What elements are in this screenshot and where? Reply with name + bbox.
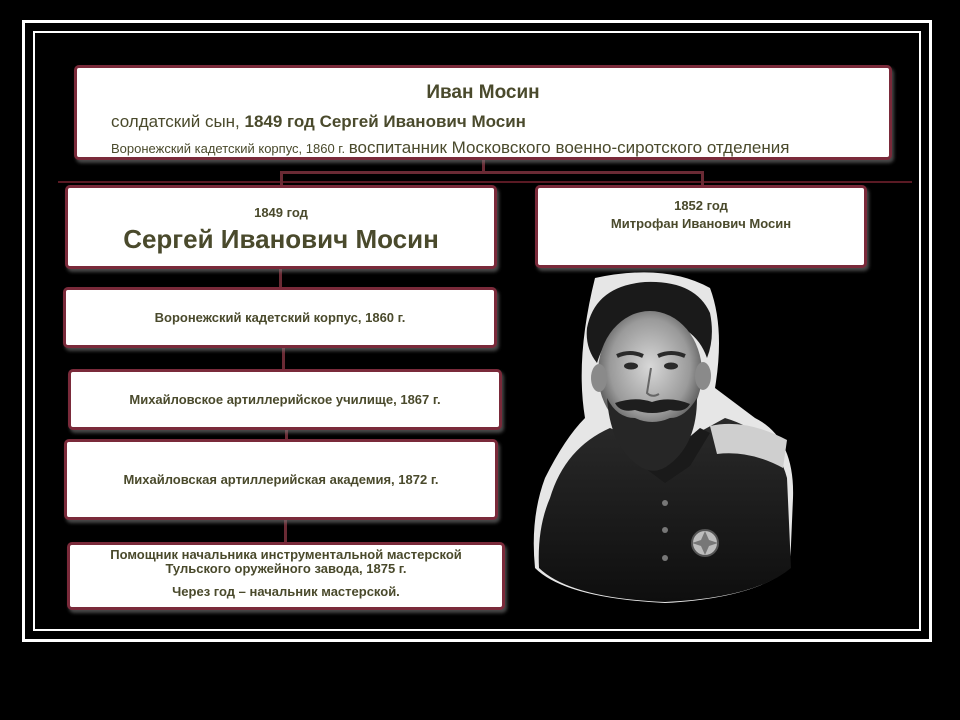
- step-artillery-school-label: Михайловское артиллерийское училище, 1867 г.: [129, 392, 441, 407]
- ivan-mosin-box: [74, 65, 892, 160]
- connector-branch: [280, 171, 704, 174]
- sergey-mosin-box: [65, 185, 497, 269]
- connector-voronezh-uchilishche: [282, 348, 285, 369]
- sergey-name: Сергей Иванович Мосин: [123, 224, 439, 254]
- step-artillery-academy: [64, 439, 498, 520]
- step-voronezh-label: Воронежский кадетский корпус, 1860 г.: [154, 310, 406, 325]
- son-birth-text: 1849 год Сергей Иванович Мосин: [244, 112, 526, 131]
- mitrofan-name: Митрофан Иванович Мосин: [610, 216, 792, 231]
- step-voronezh-corps: [63, 287, 497, 348]
- orphan-dept-text: воспитанник Московского военно-сиротского отделения: [348, 138, 790, 157]
- step-tula-line2: Тульского оружейного завода, 1875 г.: [165, 561, 407, 576]
- connector-to-mitrofan: [701, 171, 704, 185]
- soldier-son-text: солдатский сын,: [111, 112, 245, 131]
- connector-uchilishche-akademiya: [285, 430, 288, 439]
- portrait-photo: [525, 268, 800, 608]
- step-tula-line1: Помощник начальника инструментальной мастерской: [110, 547, 462, 562]
- corps-text: Воронежский кадетский корпус, 1860 г.: [111, 141, 349, 156]
- connector-sergey-voronezh: [279, 269, 282, 287]
- step-artillery-academy-label: Михайловская артиллерийская академия, 1872 г.: [123, 472, 439, 487]
- connector-to-sergey: [280, 171, 283, 185]
- step-tula-workshop: [67, 542, 505, 610]
- mitrofan-birth-year: 1852 год: [674, 198, 728, 213]
- top-line-origin: [111, 112, 526, 132]
- divider-line: [58, 181, 912, 183]
- step-artillery-school: [68, 369, 502, 430]
- step-tula-line3: Через год – начальник мастерской.: [172, 584, 400, 599]
- ivan-mosin-title: Иван Мосин: [426, 82, 540, 103]
- sergey-birth-year: 1849 год: [254, 205, 308, 220]
- mitrofan-mosin-box: [535, 185, 867, 268]
- connector-akademiya-pomoshnik: [284, 520, 287, 542]
- top-line-education: [111, 138, 789, 158]
